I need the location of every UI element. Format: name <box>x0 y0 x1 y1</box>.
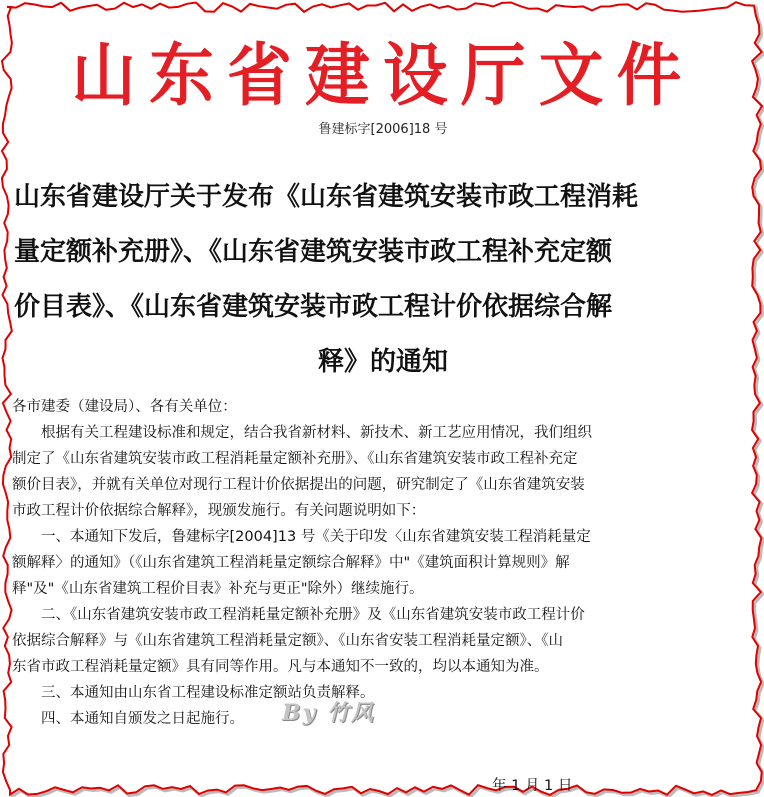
body-line: 依据综合解释》与《山东省建筑工程消耗量定额》、《山东省安装工程消耗量定额》、《山 <box>12 633 563 649</box>
body-line: 额解释〉的通知》（《山东省建筑工程消耗量定额综合解释》中"《建筑面积计算规则》解 <box>12 555 570 571</box>
document-content <box>12 14 752 794</box>
body-line: 四、本通知自颁发之日起施行。 <box>41 711 244 727</box>
notice-title-line: 释》的通知 <box>317 347 448 377</box>
notice-title <box>14 170 752 390</box>
document-number: 鲁建标字[2006]18 号 <box>318 122 448 137</box>
body-line: 市政工程计价依据综合解释》，现颁发施行。有关问题说明如下： <box>12 503 426 519</box>
date-fragment: 年 1 月 1 日 <box>492 778 573 794</box>
notice-title-line: 价目表》、《山东省建筑安装市政工程计价依据综合解 <box>14 292 613 322</box>
salutation: 各市建委（建设局）、各有关单位： <box>12 399 237 415</box>
body-line: 二、《山东省建筑安装市政工程消耗量定额补充册》及《山东省建筑安装市政工程计价 <box>41 607 585 623</box>
notice-title-line: 量定额补充册》、《山东省建筑安装市政工程补充定额 <box>14 237 613 267</box>
body-line: 东省市政工程消耗量定额》具有同等作用。凡与本通知不一致的，均以本通知为准。 <box>12 659 549 675</box>
body-line: 一、本通知下发后，鲁建标字[2004]13 号《关于印发〈山东省建筑安装工程消耗量定 <box>41 529 591 545</box>
document-header-title: 山东省建设厅文件 <box>71 36 695 116</box>
body-line: 根据有关工程建设标准和规定，结合我省新材料、新技术、新工艺应用情况，我们组织 <box>41 425 592 441</box>
body-line: 释"及"《山东省建筑工程价目表》补充与更正"除外）继续施行。 <box>12 581 424 597</box>
watermark-stamp: By 竹风 <box>282 700 376 726</box>
body-line: 制定了《山东省建筑安装市政工程消耗量定额补充册》、《山东省建筑安装市政工程补充定 <box>12 451 578 467</box>
notice-title-line: 山东省建设厅关于发布《山东省建筑安装市政工程消耗 <box>14 182 639 212</box>
body-line: 额价目表》，并就有关单位对现行工程计价依据提出的问题，研究制定了《山东省建筑安装 <box>12 477 585 493</box>
notice-body <box>12 394 752 732</box>
body-line: 三、本通知由山东省工程建设标准定额站负责解释。 <box>41 685 375 701</box>
